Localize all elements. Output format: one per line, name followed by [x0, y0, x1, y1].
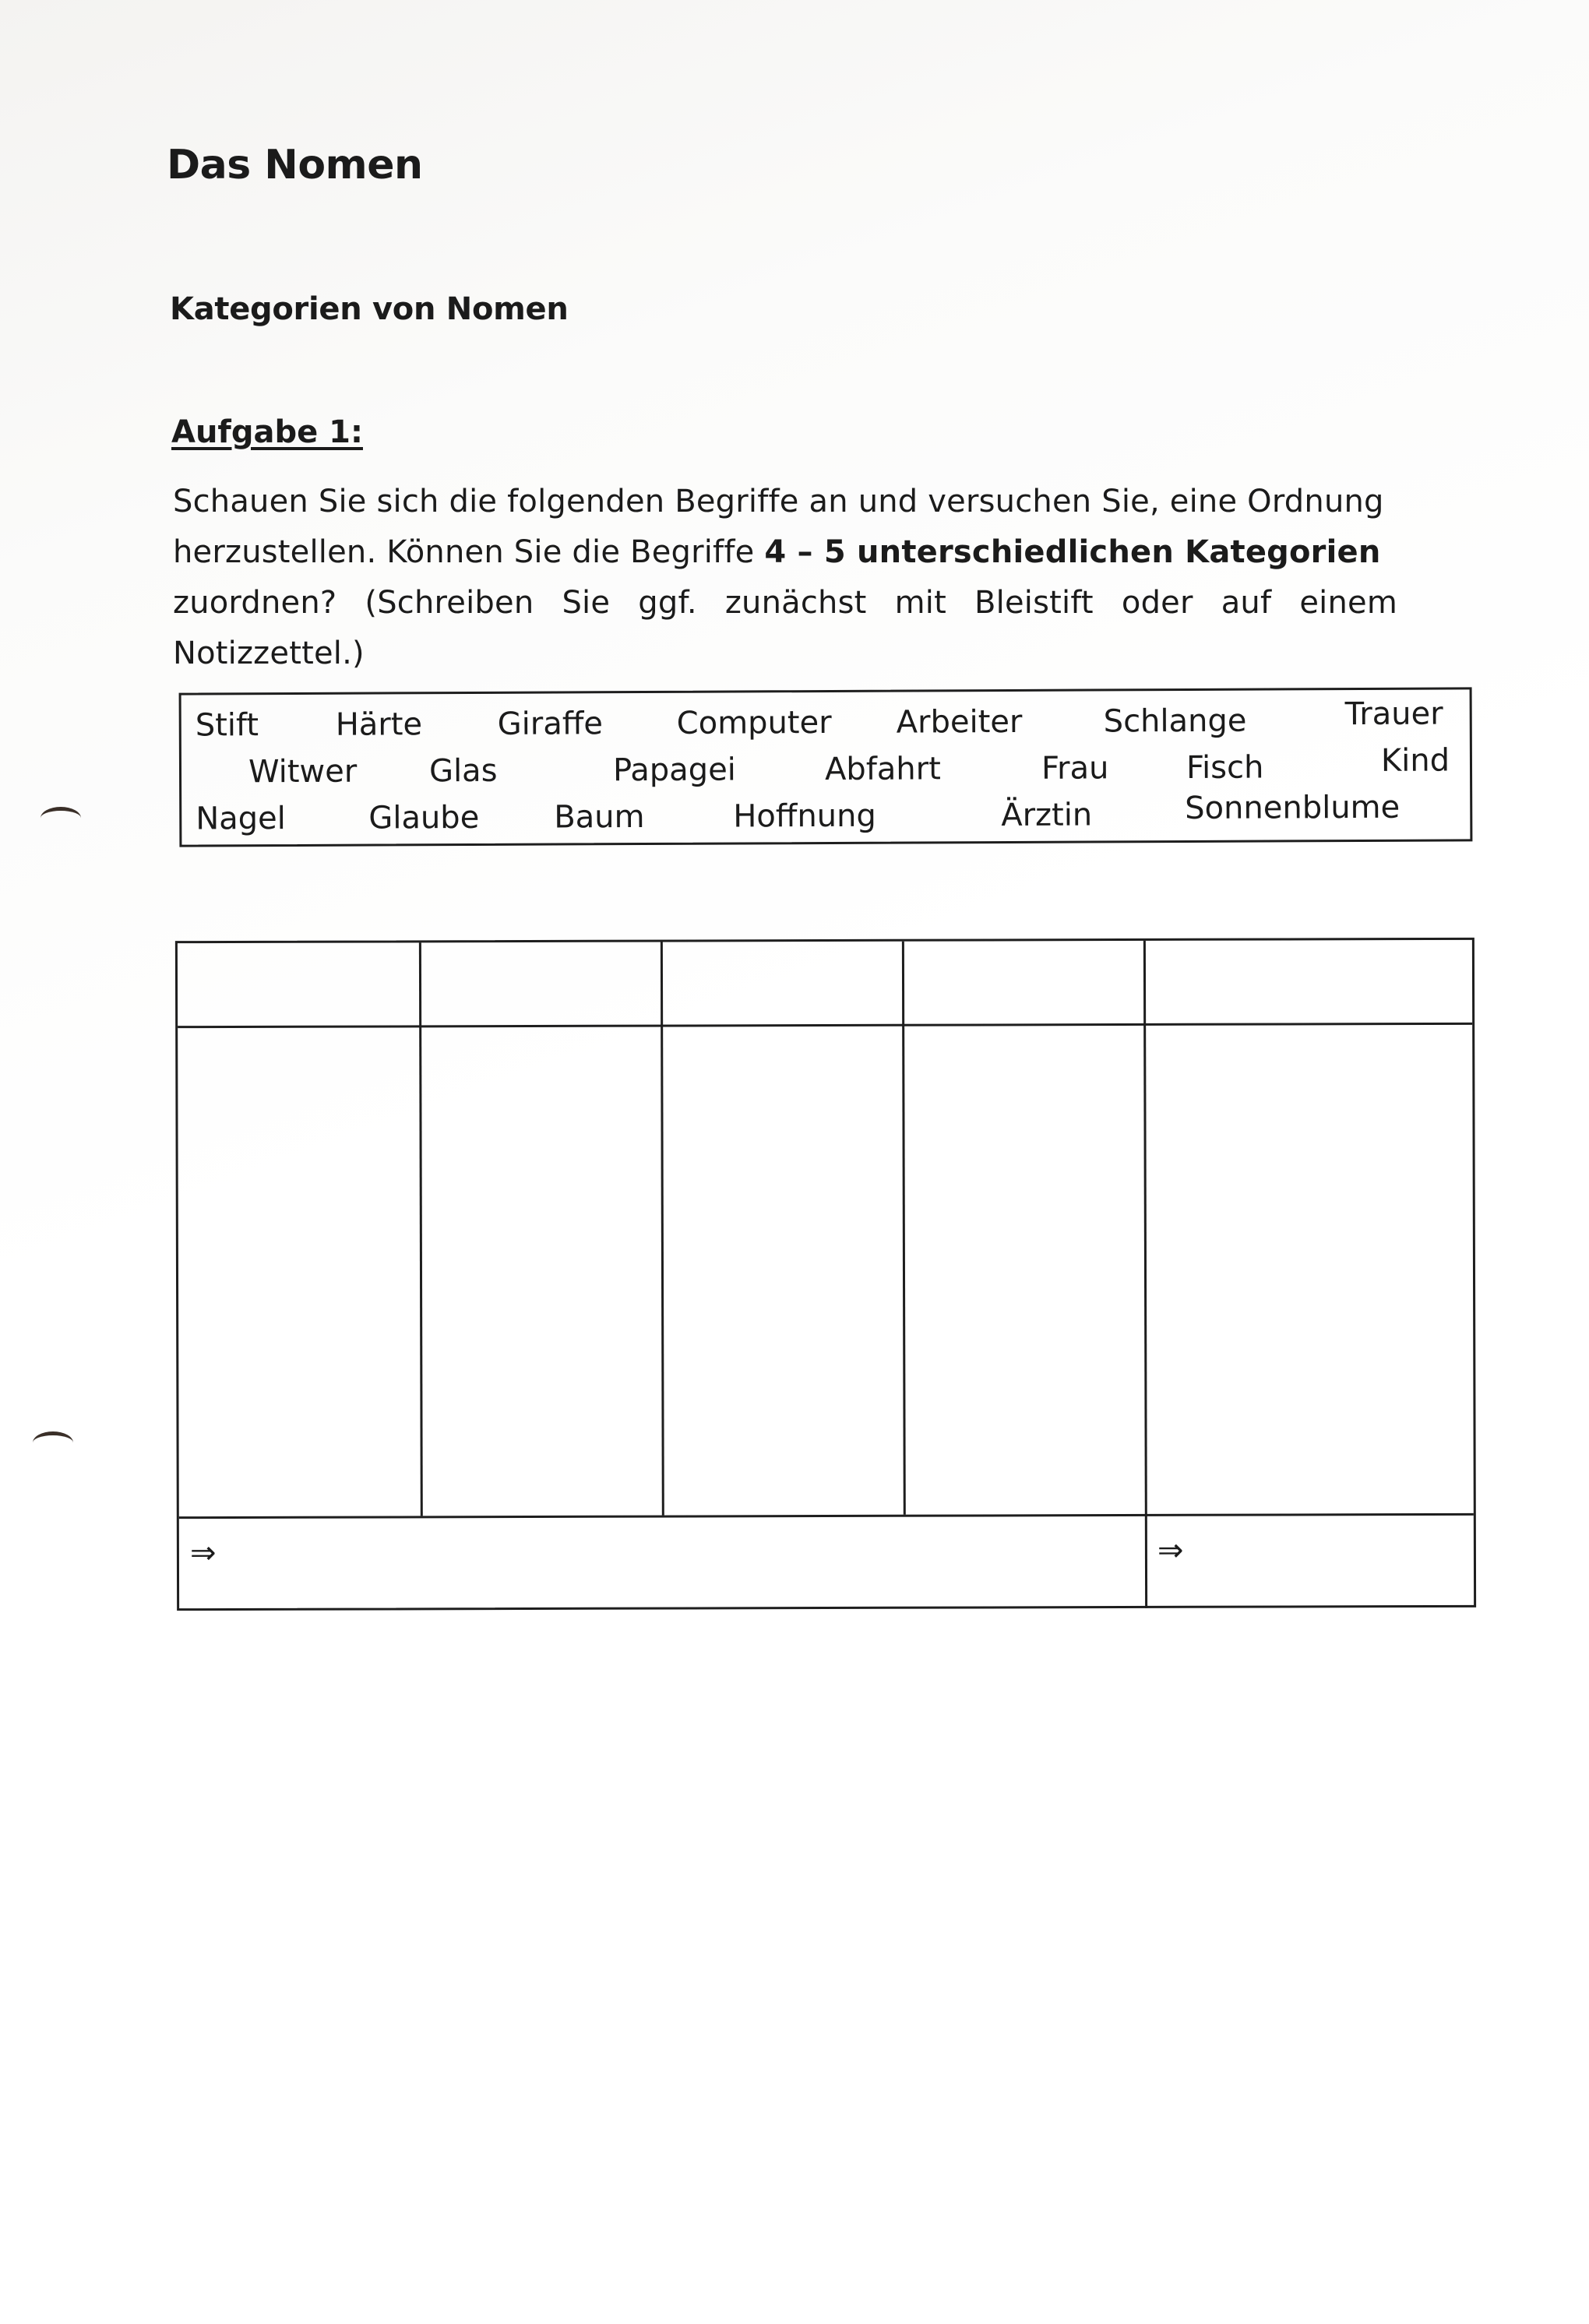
word-item: Giraffe [497, 706, 604, 742]
word-item: Witwer [248, 753, 358, 791]
word-item: Abfahrt [824, 751, 941, 788]
word-item: Papagei [612, 752, 736, 789]
arrow-right-icon: ⇒ [189, 1535, 217, 1572]
arrow-right-icon: ⇒ [1157, 1532, 1184, 1569]
word-item: Frau [1041, 750, 1109, 787]
word-item: Schlange [1103, 702, 1247, 740]
word-item: Arbeiter [896, 703, 1023, 741]
category-header-cell[interactable] [178, 942, 419, 1026]
category-body-cell[interactable] [419, 1025, 662, 1516]
word-item: Trauer [1344, 695, 1443, 733]
word-item: Kind [1380, 742, 1450, 779]
word-item: Hoffnung [733, 798, 876, 835]
task-heading: Aufgabe 1: [171, 414, 363, 450]
category-header-cell[interactable] [902, 941, 1143, 1024]
word-item: Ärztin [1001, 797, 1093, 834]
instruction-line-2 [173, 527, 1397, 578]
category-body-cell[interactable] [902, 1023, 1145, 1515]
page-subtitle: Kategorien von Nomen [170, 291, 569, 327]
word-item: Härte [335, 706, 423, 743]
word-item: Baum [554, 799, 645, 836]
category-body-cell[interactable] [1143, 1023, 1474, 1514]
word-item: Glaube [368, 799, 480, 836]
binder-mark-icon [33, 1431, 73, 1454]
sorting-table [175, 938, 1476, 1611]
word-box [179, 687, 1473, 847]
page-title: Das Nomen [167, 142, 423, 188]
word-item: Stift [195, 707, 259, 744]
instruction-line-2-text: herzustellen. Können Sie die Begriffe [173, 534, 765, 570]
task-instructions [173, 477, 1397, 679]
binder-mark-icon [41, 807, 81, 829]
word-item: Fisch [1186, 749, 1264, 786]
word-item: Sonnenblume [1185, 789, 1401, 826]
word-item: Glas [428, 752, 498, 790]
category-header-cell[interactable] [1143, 940, 1472, 1023]
instruction-line-3: zuordnen? (Schreiben Sie ggf. zunächst mit Bleistift oder auf einem Notizzettel.) [173, 585, 1397, 671]
category-header-cell[interactable] [661, 942, 902, 1025]
instruction-line-1: Schauen Sie sich die folgenden Begriffe an und versuchen Sie, eine Ordnung [173, 484, 1384, 519]
category-body-cell[interactable] [178, 1025, 421, 1516]
category-body-cell[interactable] [661, 1024, 904, 1516]
word-item: Nagel [196, 801, 286, 837]
word-item: Computer [676, 704, 832, 741]
instruction-line-2-bold: 4 – 5 unterschiedlichen Kategorien [764, 534, 1381, 570]
category-header-cell[interactable] [419, 942, 661, 1026]
